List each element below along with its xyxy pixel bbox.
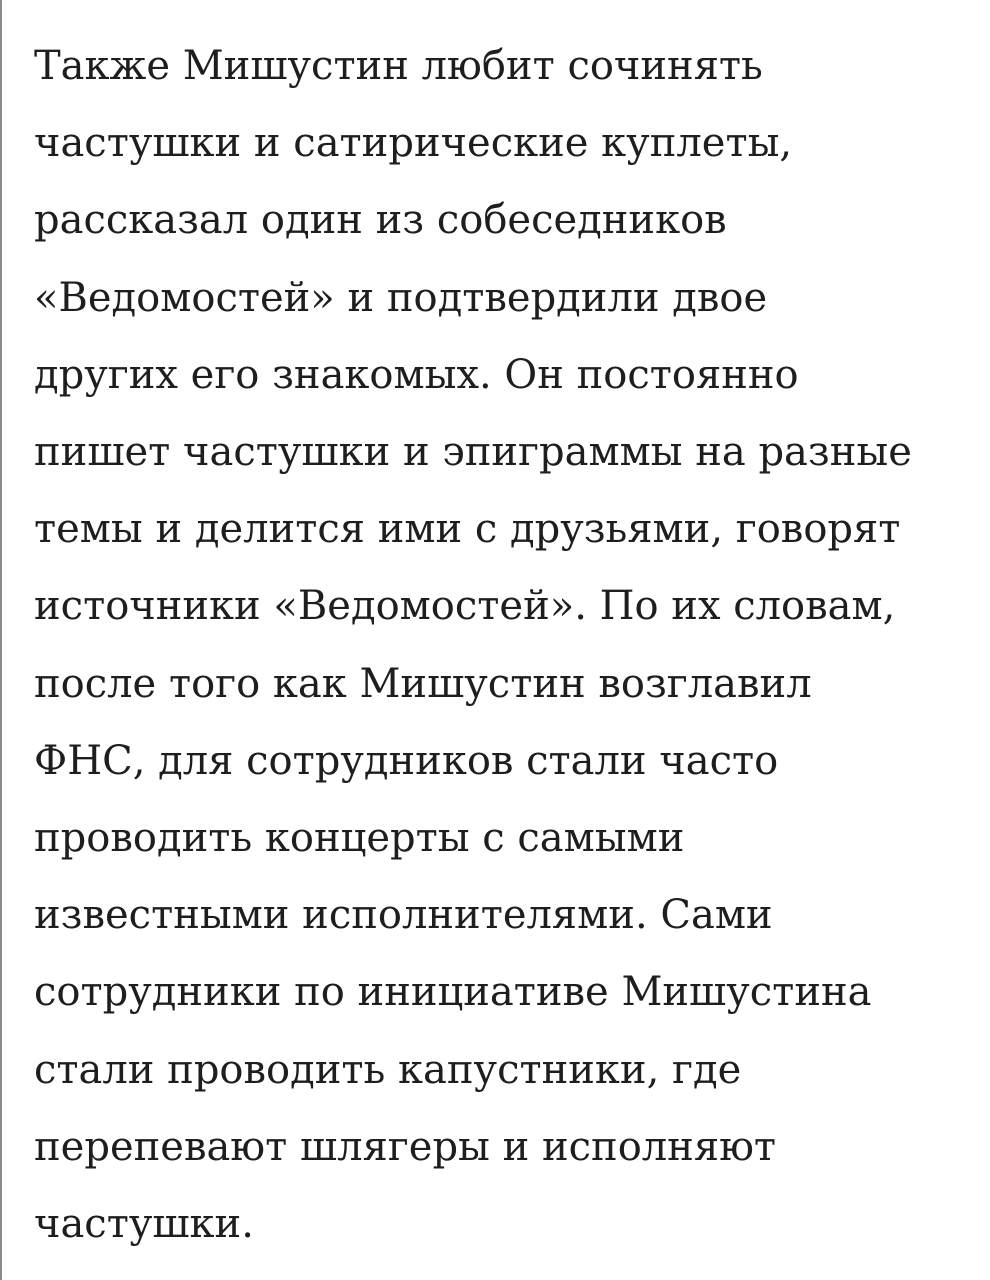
text-line: других его знакомых. Он постоянно (34, 351, 799, 398)
text-line: пишет частушки и эпиграммы на разные (34, 429, 912, 476)
text-line: проводить концерты с самыми (34, 815, 685, 862)
text-line: перепевают шлягеры и исполняют (34, 1123, 777, 1170)
text-line: стали проводить капустники, где (34, 1046, 742, 1093)
text-line: источники «Ведомостей». По их словам, (34, 583, 896, 630)
left-border-line (0, 0, 2, 1280)
article-paragraph (34, 28, 974, 1263)
text-line: частушки и сатирические куплеты, (34, 120, 793, 167)
text-line: «Ведомостей» и подтвердили двое (34, 274, 768, 321)
text-line: частушки. (34, 1201, 254, 1248)
text-line: Также Мишустин любит сочинять (34, 43, 763, 89)
text-line: сотрудники по инициативе Мишустина (34, 969, 872, 1016)
text-line: известными исполнителями. Сами (34, 892, 773, 939)
text-line: рассказал один из собеседников (34, 197, 727, 244)
text-line: ФНС, для сотрудников стали часто (34, 737, 779, 784)
text-line: темы и делится ими с друзьями, говорят (34, 506, 901, 553)
text-line: после того как Мишустин возглавил (34, 660, 812, 707)
